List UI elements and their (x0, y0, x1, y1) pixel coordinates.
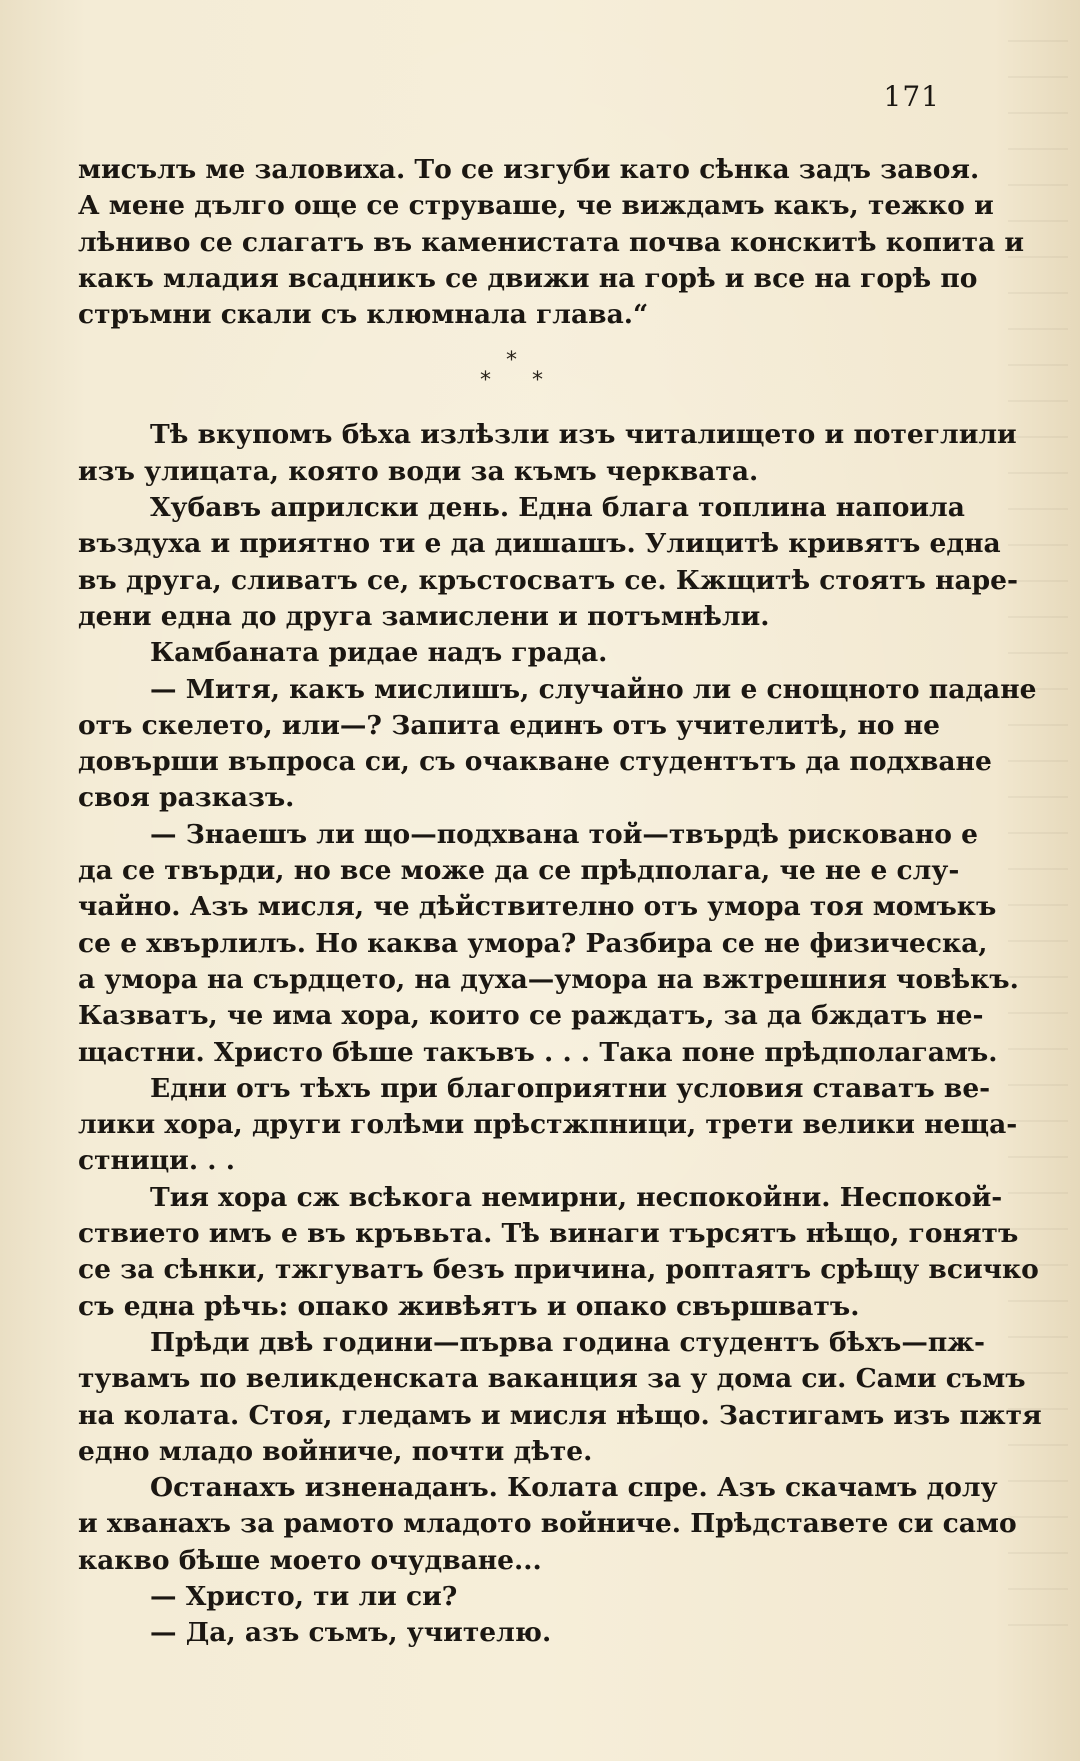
text-line: стръмни скали съ клюмнала глава.“ (78, 299, 649, 331)
text-line: а умора на сърдцето, на духа—умора на вжтрешния човѣкъ. (78, 963, 1019, 995)
text-line: дени една до друга замислени и потъмнѣли. (78, 600, 770, 632)
page-number: 171 (883, 80, 940, 113)
text-line: Едни отъ тѣхъ при благоприятни условия ставатъ ве- (150, 1072, 991, 1104)
text-line: довърши въпроса си, съ очакване студентътъ да подхване (78, 746, 992, 778)
text-line: А мене дълго още се струваше, че виждамъ какъ, тежко и (78, 190, 994, 222)
text-line: ствието имъ е въ кръвьта. Тѣ винаги търсятъ нѣщо, гонятъ (78, 1218, 1019, 1250)
text-line: щастни. Христо бѣше такъвъ . . . Така поне прѣдполагамъ. (78, 1036, 998, 1068)
asterism-star: * (506, 348, 517, 373)
text-line: Прѣди двѣ години—първа година студентъ бѣхъ—пж- (150, 1326, 986, 1358)
text-line: изъ улицата, която води за къмъ черквата. (78, 455, 759, 487)
text-line: лѣниво се слагатъ въ каменистата почва конскитѣ копита и (78, 226, 1025, 258)
section-gap (78, 333, 940, 417)
text-line: на колата. Стоя, гледамъ и мисля нѣщо. Застигамъ изъ пжтя (78, 1399, 1042, 1431)
text-line: Камбаната ридае надъ града. (150, 637, 608, 669)
text-line: какъ младия всадникъ се движи на горѣ и все на горѣ по (78, 262, 978, 294)
text-line: въ друга, сливатъ се, кръстосватъ се. Кжщитѣ стоятъ наре- (78, 564, 1019, 596)
text-line: стници. . . (78, 1145, 235, 1177)
asterism-star: * (480, 368, 491, 393)
text-line: Тия хора сж всѣкога немирни, неспокойни. Неспокой- (150, 1181, 1003, 1213)
text-line: — Да, азъ съмъ, учителю. (150, 1617, 552, 1649)
text-line: се за сѣнки, тжгуватъ безъ причина, роптаятъ срѣщу всичко (78, 1254, 1039, 1286)
text-line: съ една рѣчь: опако живѣятъ и опако свършватъ. (78, 1290, 860, 1322)
text-line: — Христо, ти ли си? (150, 1580, 458, 1612)
text-line: Останахъ изненаданъ. Колата спре. Азъ скачамъ долу (150, 1472, 998, 1504)
text-line: въздуха и приятно ти е да дишашъ. Улицитѣ кривятъ една (78, 528, 1001, 560)
text-line: да се твърди, но все може да се прѣдполага, че не е слу- (78, 855, 960, 887)
text-line: Тѣ вкупомъ бѣха излѣзли изъ читалището и потеглили (150, 419, 1017, 451)
text-line: — Митя, какъ мислишъ, случайно ли е снощното падане (150, 673, 1037, 705)
body-text (78, 152, 1042, 1652)
asterism-star: * (532, 368, 543, 393)
text-line: какво бѣше моето очудване... (78, 1544, 542, 1576)
text-line: чайно. Азъ мисля, че дѣйствително отъ умора тоя момъкъ (78, 891, 997, 923)
text-line: — Знаешъ ли що—подхвана той—твърдѣ рисковано е (150, 818, 978, 850)
text-line: тувамъ по великденската ваканция за у дома си. Сами съмъ (78, 1363, 1026, 1395)
text-line: Казватъ, че има хора, които се раждатъ, за да бждатъ не- (78, 1000, 984, 1032)
text-line: се е хвърлилъ. Но каква умора? Разбира се не физическа, (78, 927, 988, 959)
text-line: лики хора, други голѣми прѣстжпници, трети велики нещa- (78, 1109, 1018, 1141)
text-line: мисълъ ме заловиха. То се изгуби като сѣнка задъ завоя. (78, 154, 980, 185)
text-line: Хубавъ априлски день. Една блага топлина напоила (150, 492, 965, 524)
text-line: едно младо войниче, почти дѣте. (78, 1435, 593, 1467)
text-line: своя разказъ. (78, 782, 295, 814)
text-line: отъ скелето, или—? Запита единъ отъ учителитѣ, но не (78, 709, 940, 741)
text-line: и хванахъ за рамото младото войниче. Прѣдставете си само (78, 1508, 1017, 1540)
